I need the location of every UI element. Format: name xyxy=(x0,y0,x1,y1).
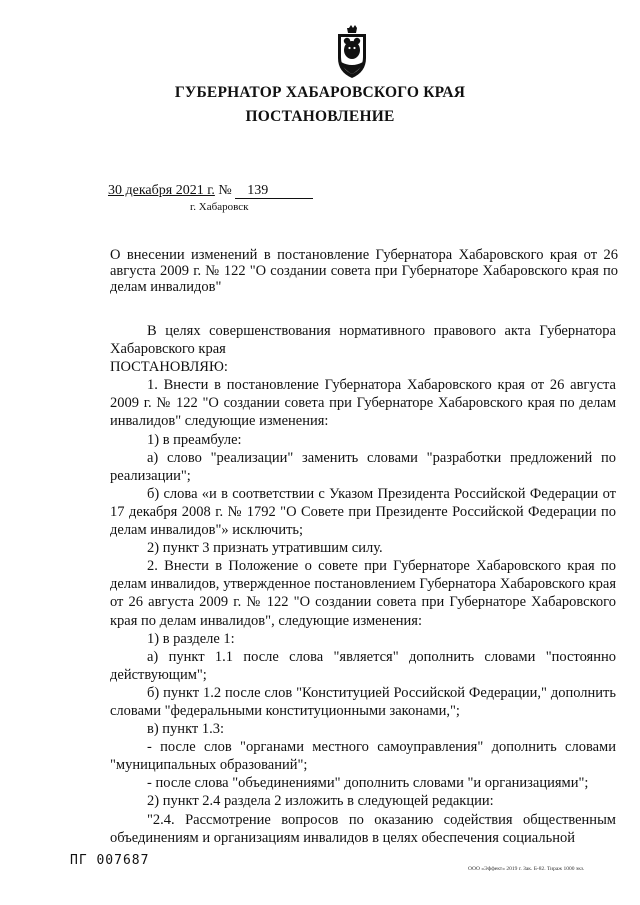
body-paragraph: а) пункт 1.1 после слова "является" дополнить словами "постоянно действующим"; xyxy=(110,648,616,683)
issuing-authority: ГУБЕРНАТОР ХАБАРОВСКОГО КРАЯ xyxy=(174,84,466,101)
body-paragraph: в) пункт 1.3: xyxy=(147,721,225,738)
document-type: ПОСТАНОВЛЕНИЕ xyxy=(245,108,395,125)
body-paragraph: 2) пункт 2.4 раздела 2 изложить в следующей редакции: xyxy=(147,793,494,810)
document-subject: О внесении изменений в постановление Губернатора Хабаровского края от 26 августа 2009 г. № 122 "О создании совета при Губернаторе Хабаровского края по делам инвалидов" xyxy=(110,247,618,295)
document-date: 30 декабря 2021 г. xyxy=(108,183,215,198)
body-paragraph: 1. Внести в постановление Губернатора Хабаровского края от 26 августа 2009 г. № 122 "О создании совета при Губернаторе Хабаровского края по делам инвалидов" следующие изменения: xyxy=(110,377,616,430)
document-number: 139 xyxy=(235,184,313,199)
body-paragraph: - после слов "органами местного самоуправления" дополнить словами "муниципальных образований"; xyxy=(110,739,616,774)
body-paragraph: 2) пункт 3 признать утратившим силу. xyxy=(147,540,383,557)
body-paragraph: ПОСТАНОВЛЯЮ: xyxy=(110,359,228,376)
coat-of-arms-emblem xyxy=(330,24,374,82)
body-paragraph: 2. Внести в Положение о совете при Губернаторе Хабаровского края по делам инвалидов, утвержденное постановлением Губернатора Хабаровского края от 26 августа 2009 г. № 122 "О создании совета при Губернаторе Хабаровского края по делам инвалидов", следующие изменения: xyxy=(110,558,616,629)
body-paragraph: 1) в разделе 1: xyxy=(147,630,235,647)
date-number-line xyxy=(108,183,313,199)
body-paragraph: б) пункт 1.2 после слов "Конституцией Российской Федерации," дополнить словами "федеральными конституционными законами,"; xyxy=(110,684,616,719)
printer-imprint: ООО «Эффект» 2019 г. Зак. Б-82. Тираж 1000 экз. xyxy=(468,866,585,872)
body-paragraph: В целях совершенствования нормативного правового акта Губернатора Хабаровского края xyxy=(110,323,616,358)
body-paragraph: б) слова «и в соответствии с Указом Президента Российской Федерации от 17 декабря 2008 г. № 1792 "О Совете при Президенте Российской Федерации по делам инвалидов"» исключить; xyxy=(110,485,616,539)
number-prefix: № xyxy=(218,183,232,198)
body-paragraph: - после слова "объединениями" дополнить словами "и организациями"; xyxy=(147,775,589,792)
body-paragraph: "2.4. Рассмотрение вопросов по оказанию содействия общественным объединениям и организациям инвалидов в целях обеспечения социальной xyxy=(110,811,616,846)
document-body xyxy=(110,322,616,847)
body-paragraph: а) слово "реализации" заменить словами "разработки предложений по реализации"; xyxy=(110,449,616,484)
form-serial-code: ПГ 007687 xyxy=(70,853,150,868)
city-label: г. Хабаровск xyxy=(190,201,249,213)
body-paragraph: 1) в преамбуле: xyxy=(147,431,242,448)
